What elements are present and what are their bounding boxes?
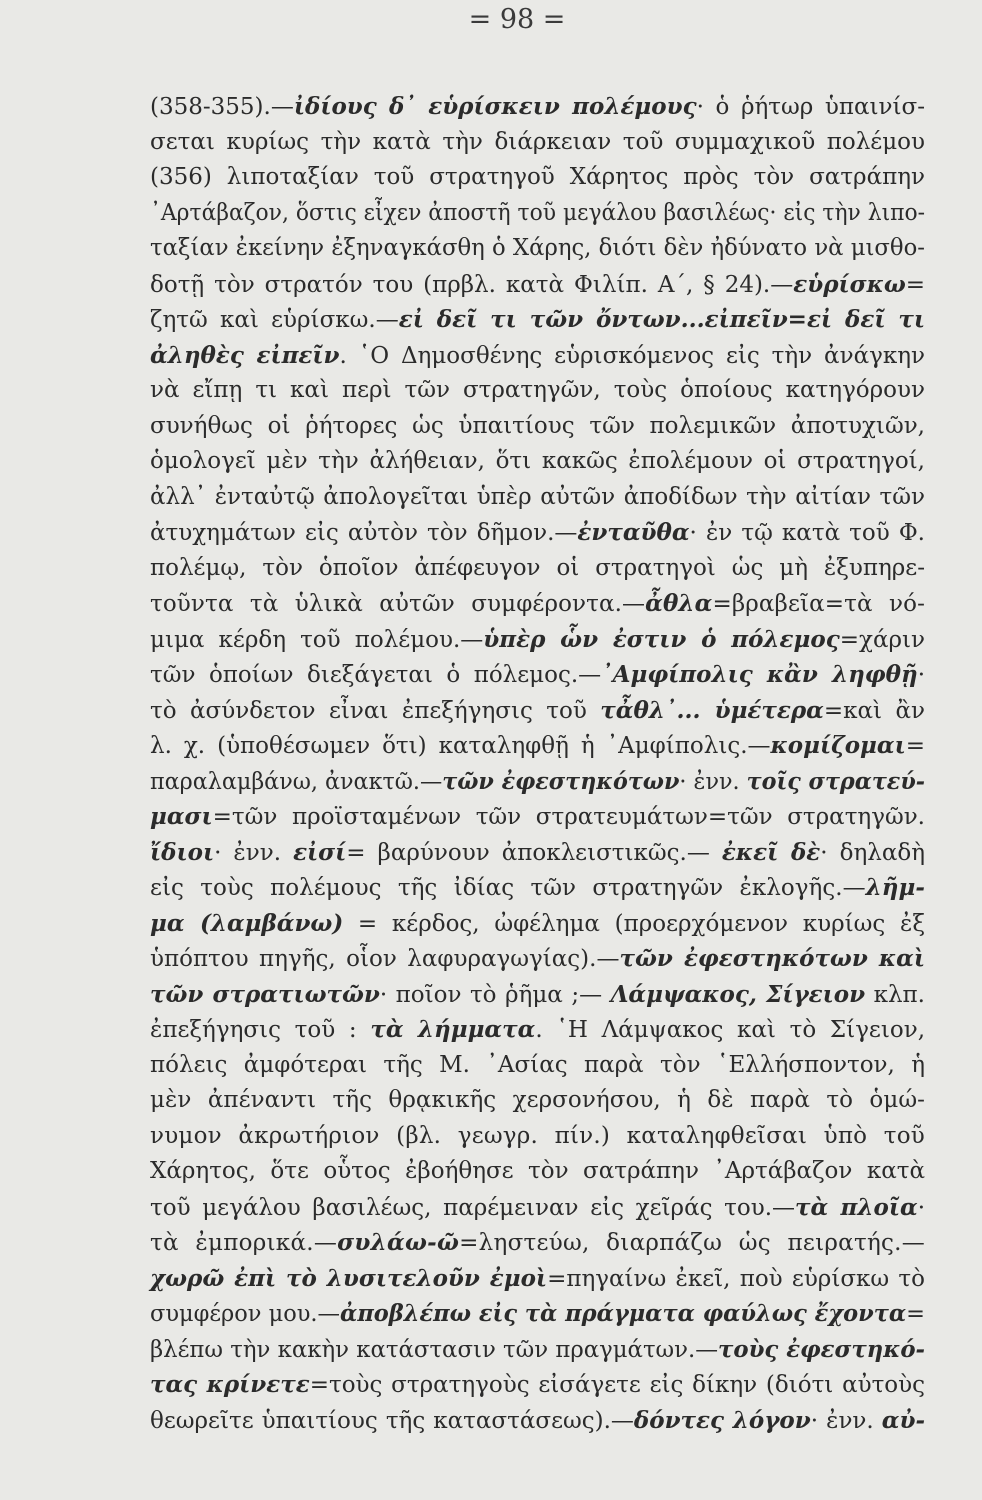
text-line [150,906,925,942]
commentary-text: παραλαμβάνω, ἀνακτῶ.— [150,768,443,795]
lemma-term: τας κρίνετε [150,1371,310,1398]
text-line-content [150,586,925,623]
commentary-text: ἀλλ᾽ ἐνταὐτῷ ἀπολογεῖται ὑπὲρ αὐτῶν ἀποδίδων τὴν αἰτίαν τῶν [150,483,925,510]
text-line-content [150,302,925,339]
text-line [150,977,925,1013]
lemma-term: τοῖς στρατεύ- [746,767,925,795]
text-line-content [150,1261,925,1298]
lemma-term: μασι [150,803,213,830]
lemma-term: τῶν ἐφεστηκότων [442,767,680,795]
commentary-text: πολέμῳ, τὸν ὁποῖον ἀπέφευγον οἱ στρατηγοὶ ὡς μὴ ἐξυπηρε- [150,554,925,581]
commentary-text: =καὶ ἂν [823,697,926,724]
commentary-text: ζητῶ καὶ εὑρίσκω.— [150,307,399,333]
lemma-term: τἆθλ᾽... ὑμέτερα [600,696,824,724]
lemma-term: ἐνταῦθα [577,519,690,546]
commentary-text: · ὁ ῥήτωρ ὑπαινίσ- [696,94,925,120]
text-line-content [150,196,925,232]
text-line-content [150,480,925,516]
text-line [150,1012,925,1048]
commentary-text: ἐπεξήγησις τοῦ : [150,1017,371,1043]
text-line-content [150,125,925,161]
lemma-term: ἀληθὲς εἰπεῖν [150,341,340,369]
text-line [150,231,925,267]
commentary-text: τοῦ μεγάλου βασιλέως, παρέμειναν εἰς χεῖράς του.— [150,1194,796,1221]
text-line [150,657,925,693]
commentary-text: · ἐνν. [214,839,294,866]
lemma-term: ἐκεῖ δὲ [721,838,821,866]
commentary-text: · [917,1194,925,1221]
text-line [150,1154,925,1190]
lemma-term: ἆθλα [645,590,713,617]
text-line-content [150,622,925,659]
commentary-text: · ἐν τῷ κατὰ τοῦ Φ. [689,520,925,546]
text-line-content [150,338,925,375]
commentary-text: . ῾Ο Δημοσθένης εὑρισκόμενος εἰς τὴν ἀνάγκην [339,342,925,369]
text-line [150,1190,925,1226]
text-line-content [150,1012,925,1049]
text-line [150,125,925,161]
text-line-content [150,551,925,587]
commentary-text: =τοὺς στρατηγοὺς εἰσάγετε εἰς δίκην (διότι αὐτοὺς [309,1372,926,1398]
text-line [150,338,925,374]
commentary-text: ὁμολογεῖ μὲν τὴν ἀλήθειαν, ὅτι κακῶς ἐπολέμουν οἱ στρατηγοί, [150,448,925,474]
commentary-text: τὸ ἀσύνδετον εἶναι ἐπεξήγησις τοῦ [150,697,601,724]
text-line [150,551,925,587]
text-line [150,799,925,835]
commentary-text: · δηλαδὴ [820,839,925,866]
commentary-text: βλέπω τὴν κακὴν κατάστασιν τῶν πραγμάτων.— [150,1336,719,1363]
text-line [150,267,925,303]
commentary-text: συμφέρον μου.— [150,1301,341,1327]
commentary-text: κλπ. [865,981,925,1008]
text-line-content [150,728,925,765]
commentary-text: · ἐνν. [810,1407,882,1434]
text-line-content [150,1190,925,1227]
lemma-term: εἰσί [293,838,347,866]
text-line-content [150,977,925,1014]
text-line [150,870,925,906]
text-block [150,89,925,1438]
lemma-term: τῶν στρατιωτῶν [150,980,380,1008]
commentary-text: = [906,1301,925,1327]
lemma-term: ἰδίους δ᾽ εὑρίσκειν πολέμους [293,93,697,120]
text-line [150,1261,925,1297]
commentary-text: μιμα κέρδη τοῦ πολέμου.— [150,626,484,653]
text-line-content [150,1367,925,1404]
text-line [150,1083,925,1119]
lemma-term: εὑρίσκω [793,270,906,298]
text-line-content [150,160,925,196]
text-line-content [150,657,925,694]
commentary-text: · ποῖον τὸ ῥῆμα ;— [379,981,611,1008]
text-line-content [150,870,925,907]
text-line [150,1367,925,1403]
text-line-content [150,515,925,552]
text-line-content [150,267,925,304]
commentary-text: νυμον ἀκρωτήριον (βλ. γεωγρ. πίν.) καταληφθεῖσαι ὑπὸ τοῦ [150,1122,925,1149]
commentary-text: δοτῇ τὸν στρατόν του (πρβλ. κατὰ Φιλίπ. Α΄, § 24).— [150,271,794,298]
page-number: = 98 = [468,4,566,35]
commentary-text: =ληστεύω, διαρπάζω ὡς πειρατής.— [459,1230,926,1256]
text-line [150,1296,925,1332]
text-line [150,89,925,125]
commentary-text: ᾽Αρτάβαζον, ὅστις εἶχεν ἀποστῆ τοῦ μεγάλου βασιλέως· εἰς τὴν λιπο- [150,199,925,226]
lemma-term: τοὺς ἐφεστηκό- [718,1335,925,1363]
text-line-content [150,409,925,445]
text-line-content [150,373,925,409]
commentary-text: (356) λιποταξίαν τοῦ στρατηγοῦ Χάρητος πρὸς τὸν σατράπην [150,164,925,190]
text-line-content [150,1332,925,1369]
text-line-content [150,1119,925,1155]
lemma-term: τὰ πλοῖα [795,1193,918,1221]
text-line-content [150,1048,925,1084]
commentary-text: = κέρδος, ὠφέλημα (προερχόμενον κυρίως ἐξ [343,910,925,937]
commentary-text: πόλεις ἀμφότεραι τῆς Μ. ᾽Ασίας παρὰ τὸν ῾Ελλήσποντον, ἡ [150,1051,925,1078]
text-line [150,941,925,977]
text-line [150,693,925,729]
text-line-content [150,799,925,836]
commentary-text: (358-355).— [150,94,294,120]
text-line [150,1225,925,1261]
commentary-text: σεται κυρίως τὴν κατὰ τὴν διάρκειαν τοῦ συμμαχικοῦ πολέμου [150,128,925,155]
lemma-term: ἴδιοι [150,838,215,866]
commentary-text: · ἐνν. [679,768,747,795]
commentary-text: τοῦντα τὰ ὑλικὰ αὐτῶν συμφέροντα.— [150,591,646,617]
lemma-term: αὐ- [881,1406,925,1434]
text-line [150,622,925,658]
lemma-term: λῆμ- [865,874,925,901]
commentary-text: τὰ ἐμπορικά.— [150,1230,338,1256]
lemma-term: κομίζομαι [770,732,906,759]
text-line [150,1119,925,1155]
lemma-term: ἀποβλέπω εἰς τὰ πράγματα φαύλως ἔχοντα [340,1300,907,1327]
lemma-term: τῶν ἐφεστηκότων καὶ [619,945,925,972]
lemma-term: χωρῶ ἐπὶ τὸ λυσιτελοῦν ἐμοὶ [150,1264,548,1292]
commentary-text: συνήθως οἱ ῥήτορες ὡς ὑπαιτίους τῶν πολεμικῶν ἀποτυχιῶν, [150,412,925,439]
text-line [150,515,925,551]
lemma-term: δόντες λόγον [633,1406,811,1434]
commentary-text: θεωρεῖτε ὑπαιτίους τῆς καταστάσεως).— [150,1407,634,1434]
commentary-text: νὰ εἴπῃ τι καὶ περὶ τῶν στρατηγῶν, τοὺς ὁποίους κατηγόρουν [150,377,925,403]
text-line [150,835,925,871]
text-line [150,302,925,338]
text-line [150,373,925,409]
text-line [150,1048,925,1084]
commentary-text: =βραβεῖα=τὰ νό- [712,591,925,617]
lemma-term: Λάμψακος, Σίγειον [610,980,866,1008]
text-line-content [150,835,925,872]
text-line-content [150,693,925,730]
lemma-term: μα (λαμβάνω) [150,909,344,937]
commentary-text: λ. χ. (ὑποθέσωμεν ὅτι) καταληφθῇ ἡ ᾽Αμφίπολις.— [150,733,771,759]
lemma-term: εἰ δεῖ τι τῶν ὄντων...εἰπεῖν=εἰ δεῖ τι [398,306,926,333]
commentary-text: =πηγαίνω ἐκεῖ, ποὺ εὑρίσκω τὸ [547,1265,925,1292]
text-line-content [150,1403,925,1440]
commentary-text: ταξίαν ἐκείνην ἐξηναγκάσθη ὁ Χάρης, διότι δὲν ἠδύνατο νὰ μισθο- [150,235,925,261]
text-line [150,444,925,480]
text-line [150,728,925,764]
text-line [150,409,925,445]
commentary-text: =τῶν προϊσταμένων τῶν στρατευμάτων=τῶν στρατηγῶν. [212,804,925,830]
text-line [150,196,925,232]
text-line-content [150,1154,925,1190]
text-line-content [150,89,925,126]
text-line [150,1403,925,1439]
commentary-text: · [917,662,925,688]
text-line [150,480,925,516]
text-line [150,1332,925,1368]
lemma-term: ᾽Αμφίπολις κἂν ληφθῇ [601,661,918,688]
text-line-content [150,444,925,480]
text-line-content [150,1296,925,1333]
text-line-content [150,1225,925,1262]
commentary-text: = [905,271,925,298]
commentary-text: . ῾Η Λάμψακος καὶ τὸ Σίγειον, [535,1017,926,1043]
commentary-text: τῶν ὁποίων διεξάγεται ὁ πόλεμος.— [150,662,602,688]
text-line-content [150,906,925,943]
commentary-text: =χάριν [839,626,925,653]
text-line-content [150,764,925,801]
commentary-text: = βαρύνουν ἀποκλειστικῶς.— [346,839,722,866]
commentary-text: μὲν ἀπέναντι τῆς θρᾳκικῆς χερσονήσου, ἡ δὲ παρὰ τὸ ὁμώ- [150,1087,925,1113]
commentary-text: ἀτυχημάτων εἰς αὐτὸν τὸν δῆμον.— [150,520,578,546]
commentary-text: Χάρητος, ὅτε οὗτος ἐβοήθησε τὸν σατράπην ᾽Αρτάβαζον κατὰ [150,1158,925,1184]
lemma-term: συλάω-ῶ [337,1229,460,1256]
text-line-content [150,941,925,978]
commentary-text: ὑπόπτου πηγῆς, οἷον λαφυραγωγίας).— [150,946,620,972]
commentary-text: εἰς τοὺς πολέμους τῆς ἰδίας τῶν στρατηγῶν ἐκλογῆς.— [150,875,866,901]
text-line-content [150,1083,925,1119]
lemma-term: ὑπὲρ ὧν ἐστιν ὁ πόλεμος [483,625,840,653]
text-line [150,586,925,622]
commentary-text: = [905,733,925,759]
text-line-content [150,231,925,267]
text-line [150,764,925,800]
text-line [150,160,925,196]
lemma-term: τὰ λήμματα [370,1016,536,1043]
